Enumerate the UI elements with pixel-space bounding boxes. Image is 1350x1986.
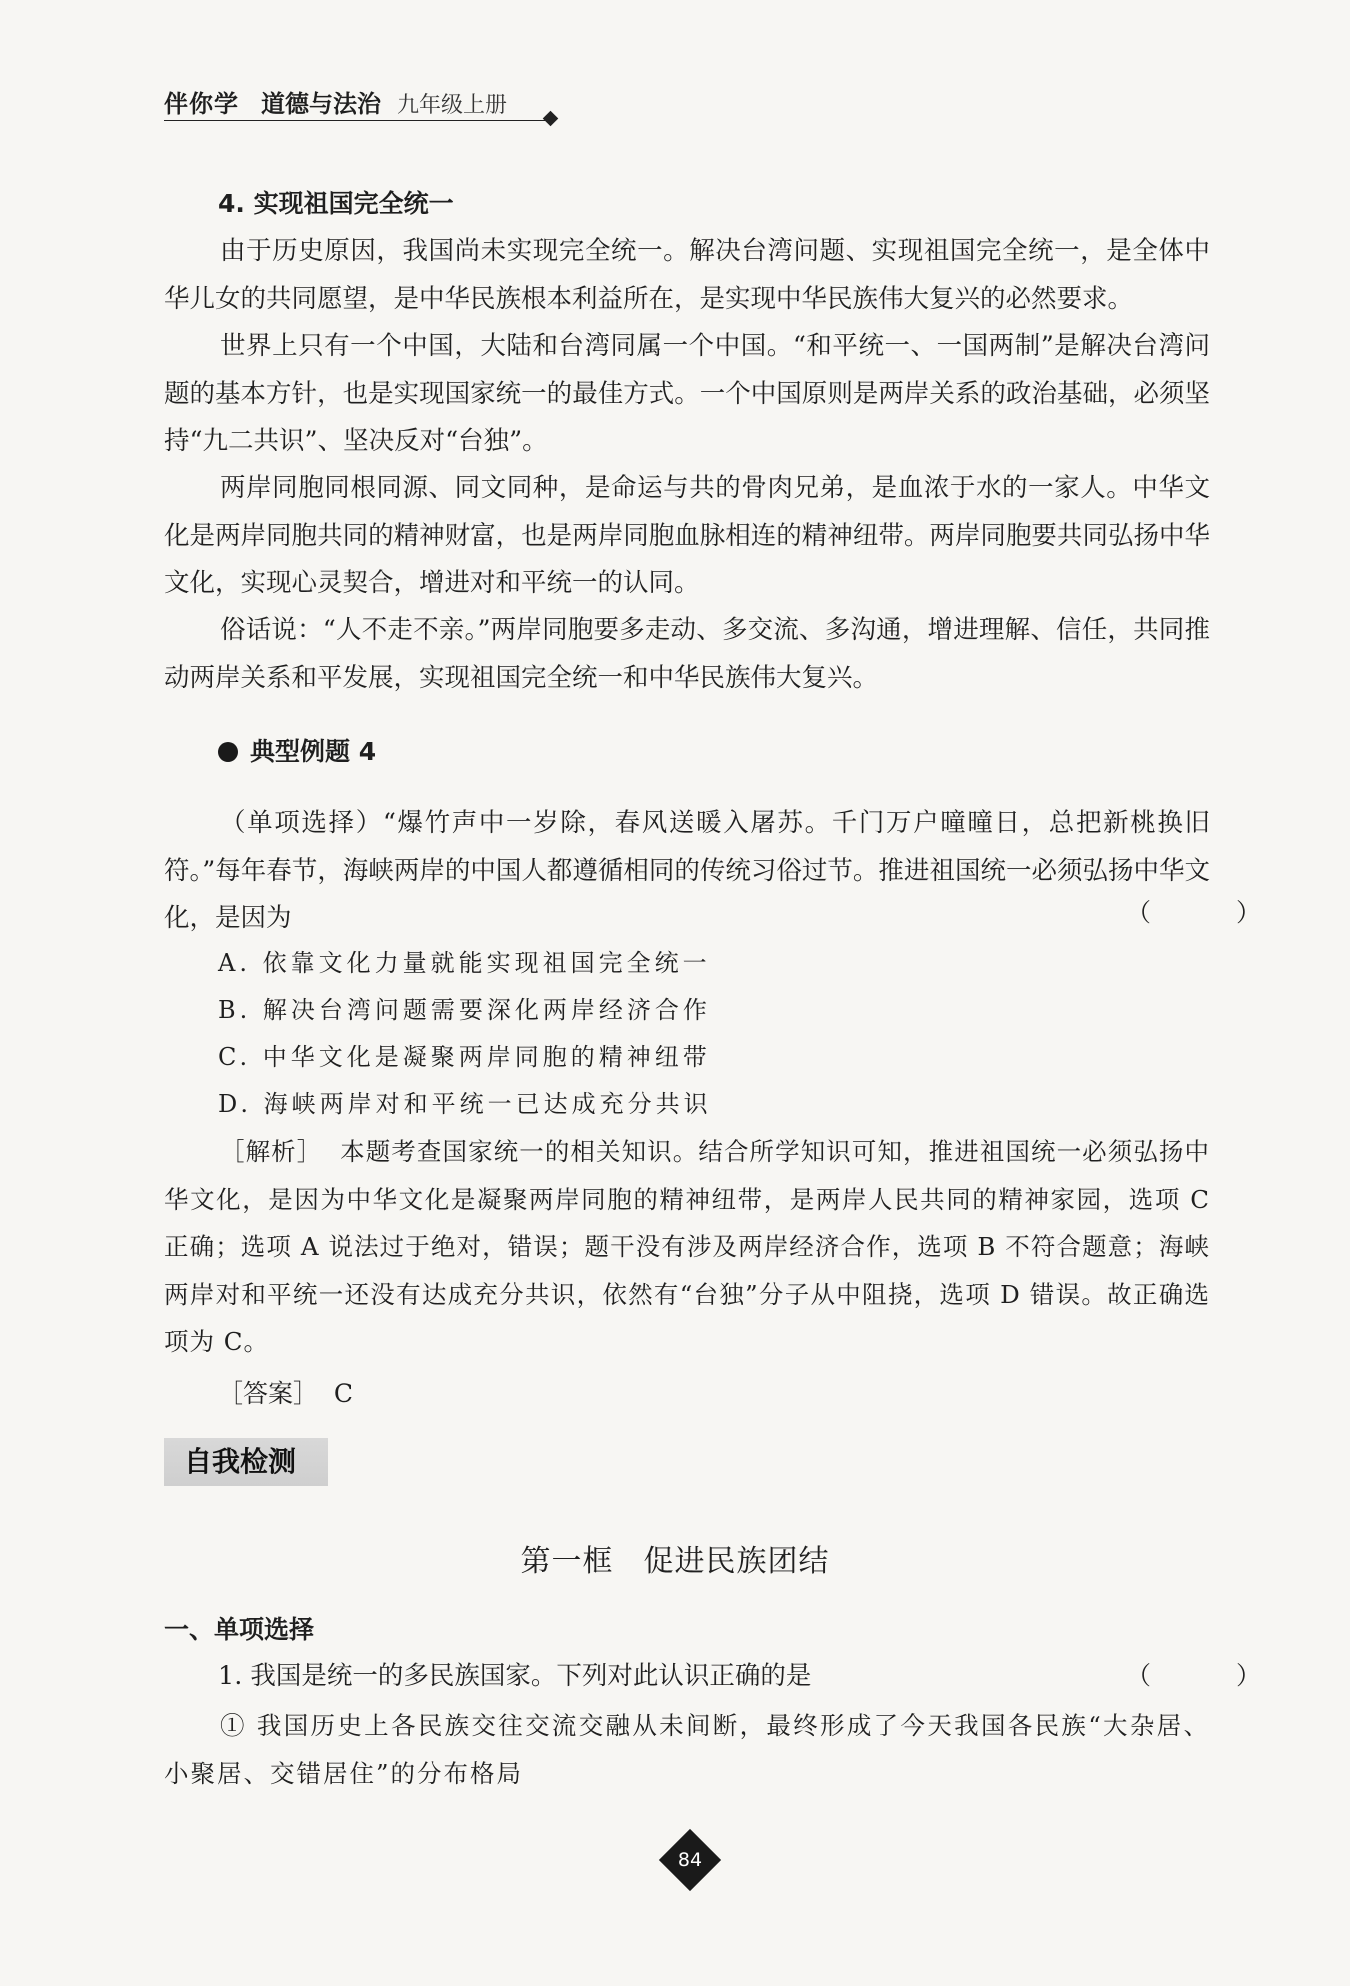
book-title: 伴你学 bbox=[164, 90, 239, 118]
example-title: 典型例题 4 bbox=[250, 737, 377, 766]
bullet-icon bbox=[218, 742, 238, 762]
paragraph-1: 由于历史原因，我国尚未实现完全统一。解决台湾问题、实现祖国完全统一，是全体中华儿女的共同愿望，是中华民族根本利益所在，是实现中华民族伟大复兴的必然要求。 bbox=[164, 236, 1210, 314]
answer-tag: ［答案］ bbox=[218, 1379, 319, 1408]
self-check-banner: 自我检测 bbox=[164, 1438, 328, 1486]
subject-title: 道德与法治 bbox=[261, 90, 381, 118]
answer-value: C bbox=[333, 1379, 354, 1408]
question-1-paren: （ ） bbox=[1126, 1661, 1292, 1690]
paragraph-4: 俗话说：“人不走不亲。”两岸同胞要多走动、多交流、多沟通，增进理解、信任，共同推动两岸关系和平发展，实现祖国完全统一和中华民族伟大复兴。 bbox=[164, 615, 1210, 693]
option-d: D. 海峡两岸对和平统一已达成充分共识 bbox=[218, 1090, 712, 1118]
answer-line bbox=[218, 1374, 353, 1410]
example-question: （单项选择）“爆竹声中一岁除，春风送暖入屠苏。千门万户曈曈日，总把新桃换旧符。”每年春节，海峡两岸的中国人都遵循相同的传统习俗过节。推进祖国统一必须弘扬中华文化，是因为 bbox=[164, 808, 1210, 933]
example-heading bbox=[218, 732, 376, 768]
section-heading: 4. 实现祖国完全统一 bbox=[218, 189, 454, 218]
answer-paren: （ ） bbox=[1126, 898, 1292, 927]
option-a: A. 依靠文化力量就能实现祖国完全统一 bbox=[218, 949, 711, 977]
paragraph-3: 两岸同胞同根同源、同文同种，是命运与共的骨肉兄弟，是血浓于水的一家人。中华文化是两岸同胞共同的精神财富，也是两岸同胞血脉相连的精神纽带。两岸同胞要共同弘扬中华文化，实现心灵契合，增进对和平统一的认同。 bbox=[164, 473, 1210, 598]
analysis-block bbox=[164, 1128, 1210, 1366]
question-1-item-1: ① 我国历史上各民族交往交流交融从未间断，最终形成了今天我国各民族“大杂居、小聚居、交错居住”的分布格局 bbox=[164, 1711, 1210, 1788]
question-1: 1. 我国是统一的多民族国家。下列对此认识正确的是 bbox=[218, 1661, 812, 1691]
option-c: C. 中华文化是凝聚两岸同胞的精神纽带 bbox=[218, 1043, 711, 1071]
grade-label: 九年级上册 bbox=[397, 93, 508, 118]
question-type-heading: 一、单项选择 bbox=[164, 1615, 315, 1644]
option-b: B. 解决台湾问题需要深化两岸经济合作 bbox=[218, 996, 711, 1024]
running-header bbox=[164, 84, 564, 124]
header-rule bbox=[164, 120, 549, 121]
analysis-tag: ［解析］ bbox=[220, 1137, 323, 1166]
lesson-number: 第一框 bbox=[520, 1544, 614, 1579]
page-number: 84 bbox=[677, 1849, 703, 1871]
lesson-title bbox=[0, 1536, 1350, 1580]
lesson-name: 促进民族团结 bbox=[643, 1544, 830, 1579]
analysis-text: 本题考查国家统一的相关知识。结合所学知识可知，推进祖国统一必须弘扬中华文化，是因为中华文化是凝聚两岸同胞的精神纽带，是两岸人民共同的精神家园，选项 C 正确；选项 A 说法过于绝对，错误；题干没有涉及两岸经济合作，选项 B 不符合题意；海峡两岸对和平统一还没有达成充分共识，依然有“台独”分子从中阻挠，选项 D 错误。故正确选项为 C。 bbox=[164, 1137, 1211, 1356]
paragraph-2: 世界上只有一个中国，大陆和台湾同属一个中国。“和平统一、一国两制”是解决台湾问题的基本方针，也是实现国家统一的最佳方式。一个中国原则是两岸关系的政治基础，必须坚持“九二共识”、坚决反对“台独”。 bbox=[164, 331, 1210, 456]
